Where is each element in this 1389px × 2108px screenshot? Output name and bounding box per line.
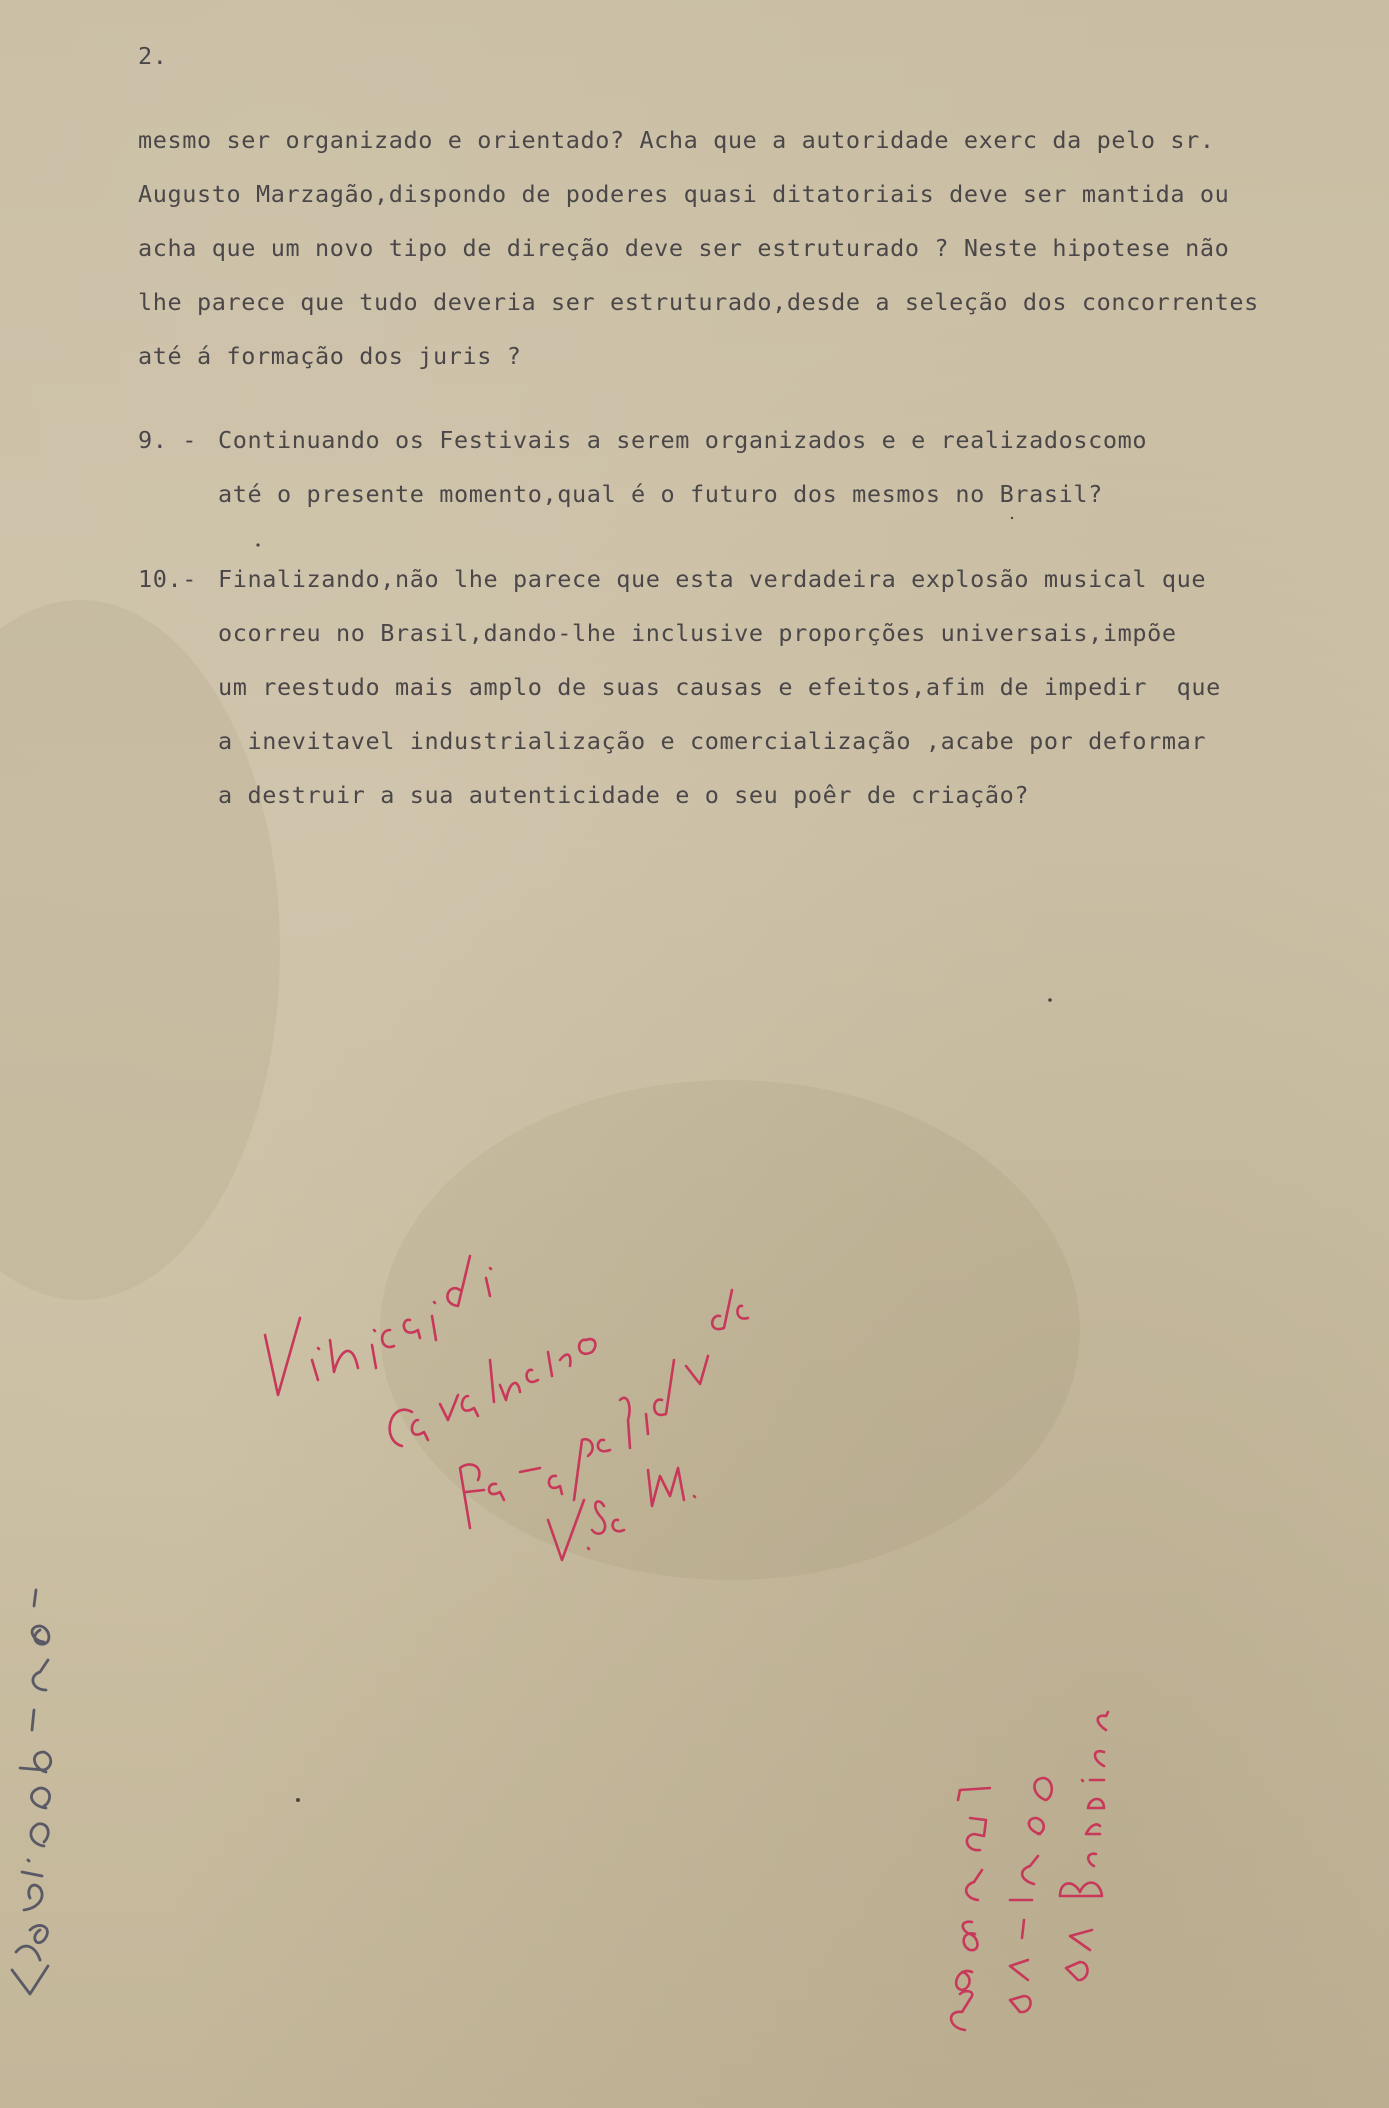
paragraph-line: acha que um novo tipo de direção deve ser estruturado ? Neste hipotese não [138,234,1230,262]
question-line: a destruir a sua autenticidade e o seu poêr de criação? [218,781,1030,809]
paragraph-line: Augusto Marzagão,dispondo de poderes quasi ditatoriais deve ser mantida ou [138,180,1230,208]
page-number: 2. [138,42,168,70]
question-line: um reestudo mais amplo de suas causas e efeitos,afim de impedir que [218,673,1221,701]
question-number: 10.- [138,565,197,593]
paper-specks [256,517,1051,1802]
red-handwritten-note [265,1256,748,1560]
paragraph-line: mesmo ser organizado e orientado? Acha que a autoridade exerc da pelo sr. [138,126,1215,154]
red-archive-code [951,1712,1108,2030]
question-line: ocorreu no Brasil,dando-lhe inclusive proporções universais,impõe [218,619,1177,647]
pencil-archive-reference [12,1590,51,1994]
paragraph-line: lhe parece que tudo deveria ser estruturado,desde a seleção dos concorrentes [138,288,1259,316]
question-line: até o presente momento,qual é o futuro dos mesmos no Brasil? [218,480,1103,508]
question-line: a inevitavel industrialização e comercialização ,acabe por deformar [218,727,1207,755]
question-line: Continuando os Festivais a serem organizados e e realizadoscomo [218,426,1148,454]
paragraph-line: até á formação dos juris ? [138,342,522,370]
question-line: Finalizando,não lhe parece que esta verdadeira explosão musical que [218,565,1207,593]
question-number: 9. - [138,426,197,454]
